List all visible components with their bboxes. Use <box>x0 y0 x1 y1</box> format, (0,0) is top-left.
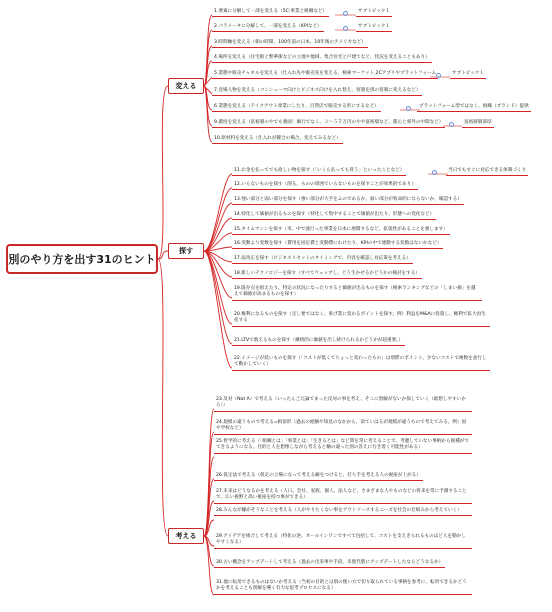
topic-text: 24.規模の違うもので考える=相似形（過去の経験や知見のなかから、似ていはるが規模が違うもので考えてみる。例）国や学校など） <box>216 420 467 432</box>
topic-text: 3.時間軸を変える（朝の時間、100年前の日本、10年後のアメリカなど） <box>214 40 366 45</box>
topic-26[interactable] <box>214 473 423 481</box>
subtopic-6[interactable] <box>417 104 531 112</box>
topic-16[interactable] <box>232 241 443 249</box>
category-change[interactable] <box>168 78 204 94</box>
topic-text: 14.特化して価値が出るものを探す（特化して集中することで価値が出たり、形態への変化など） <box>234 212 435 217</box>
central-topic-label: 別のやり方を出す31のヒント <box>8 253 156 266</box>
topic-24[interactable] <box>214 420 472 435</box>
central-topic[interactable] <box>6 244 158 274</box>
subtopic-11[interactable] <box>446 168 528 176</box>
subtopic-text: プラットフォーム型ではなく、組織（ブランド）提供 <box>419 104 529 109</box>
topic-text: 7.登場人物を変える（コンシューマ向けとビジネス向けを入れ替え、客層を別の客層に変えるなど） <box>214 88 421 93</box>
topic-5[interactable] <box>212 71 438 79</box>
link-icon[interactable] <box>406 106 411 111</box>
topic-30[interactable] <box>214 560 445 568</box>
topic-text: 6.業態を変える（テイクアウト専業にしたり、百貨店で販売する形にするなど） <box>214 104 379 109</box>
topic-9[interactable] <box>212 120 445 128</box>
topic-text: 4.場所を変える（住宅街と繁華街などの立地や地域、集合住宅と戸建てなど、状況を変えることもあり） <box>214 55 430 60</box>
link-icon[interactable] <box>449 122 454 127</box>
category-label: 考える <box>175 532 197 540</box>
topic-29[interactable] <box>214 534 472 549</box>
category-think[interactable] <box>168 528 204 544</box>
topic-text: 16.変動より変数を探す（費用を固定費と変動費にわけたり、KPIの中で連動する変数はないかなど） <box>234 241 442 246</box>
topic-2[interactable] <box>212 24 324 32</box>
subtopic-1[interactable] <box>356 9 392 17</box>
topic-text: 28.みんなが嫌がそうなことを考える（人がやりたくない事をアウトソースするニーズを社会の仕組みから考えていく） <box>216 508 462 513</box>
subtopic-text: サブトピック１ <box>452 71 484 76</box>
topic-27[interactable] <box>214 489 472 504</box>
topic-7[interactable] <box>212 88 422 96</box>
topic-13[interactable] <box>232 197 464 205</box>
topic-25[interactable] <box>214 439 472 454</box>
link-icon[interactable] <box>343 11 348 16</box>
subtopic-9[interactable] <box>462 120 494 128</box>
topic-text: 12.いらないものを探す（削る、ものの周囲でいらないものを探すことが効果的であり） <box>234 182 416 187</box>
topic-text: 29.アイデアを組合して考える（特化の逆。オールインワンですべて包括して、コストを支えきられるものほど人を動かしやすくなる） <box>216 534 466 546</box>
topic-19[interactable] <box>232 286 482 301</box>
topic-22[interactable] <box>232 356 490 371</box>
topic-text: 1.要素に分解して一部を変える（5C:事業と組織など） <box>214 9 328 14</box>
topic-6[interactable] <box>212 104 381 112</box>
topic-11[interactable] <box>232 168 406 176</box>
link-icon[interactable] <box>432 170 437 175</box>
category-label: 探す <box>179 247 193 255</box>
topic-18[interactable] <box>232 271 422 279</box>
topic-text: 31.他に転用できるものはないか考える（当初の目的とは別の使い方で切り取られている事柄を参考に、転用できるかどうかを考えることも別解を導く有力な思考プロセスになる） <box>216 580 467 592</box>
topic-12[interactable] <box>232 182 418 190</box>
topic-1[interactable] <box>212 9 329 17</box>
topic-text: 30.古い概念をアップデートして考える（過去の出来事や手段、未使代版にアップデートしたならどうなるか） <box>216 560 444 565</box>
topic-text: 10.原材料を変える（仕入れが競合の場合、変えてみるなど） <box>214 136 341 141</box>
category-label: 変える <box>175 82 197 90</box>
topic-10[interactable] <box>212 136 343 144</box>
topic-text: 20.権利になるものを探す（定し要ではなく、垂げ業に変わるポイントを探す。例）利益をM&Aに投資し、権利で拡大再生産する <box>234 312 486 324</box>
topic-text: 15.タイムマシンを探す（米、中で流行った事業を日本に展開するなど、拡張性があることを強します） <box>234 227 448 232</box>
topic-text: 23.反対（Not A）で考える（いったんご元論でまった反対の事を考え、そこに別解がないか探していく（敢想しやすいかろ）） <box>216 397 466 409</box>
topic-15[interactable] <box>232 227 450 235</box>
topic-28[interactable] <box>214 508 472 516</box>
topic-text: 21.LTVで救えるものを探す（継続的に価値を出し続けられるかどうかが超重要。） <box>234 338 404 343</box>
topic-text: 25.哲学的に考える（「組織とは」「事業とは」「生きるとは」など問を常に考えることで、考慮していない事柄から視種がでてきるようになる。目的と人を想像しながら考えると軸の違った別の答えに行き着く可能性がある） <box>216 439 469 451</box>
topic-31[interactable] <box>214 580 472 595</box>
topic-21[interactable] <box>232 338 405 346</box>
link-icon[interactable] <box>436 73 441 78</box>
topic-text: 27.未来はどうなるかを考える（人口、会社、家族、個人、法人など、さまざまな人やものなどの将来を常に予測することで、広い視野と高い視座を持つ事ができる） <box>216 489 467 501</box>
topic-4[interactable] <box>212 55 432 63</box>
topic-text: 17.法改正を探す（ビジネスリセットのタイミングで、内容を確認し対応策を考える） <box>234 256 411 261</box>
topic-3[interactable] <box>212 40 368 48</box>
topic-text: 26.仮定法で考える（仮定の立場になって考える癖をつけると、打ち手を考える人の視座が上がる） <box>216 473 421 478</box>
subtopic-2[interactable] <box>356 24 392 32</box>
subtopic-text: 当日でもすぐに対応できる体制づくり <box>448 168 527 173</box>
topic-17[interactable] <box>232 256 413 264</box>
topic-text: 19.既存点を組えたり、特定の状況になったりすると価値が出るものを探す（検索ランキングなどの「しまい損」を越えて価値が高まるものを探す） <box>234 286 476 298</box>
subtopic-text: サブトピック１ <box>358 9 390 14</box>
topic-20[interactable] <box>232 312 490 327</box>
topic-text: 22.イメージが低いものを探す（「コストが低くてちょっと変わったもの」は別際のポイント。少ないコストで複数を並行して動かしていく） <box>234 356 487 368</box>
subtopic-5[interactable] <box>450 71 486 79</box>
topic-text: 11.お金を払ってでも欲しい物を探す（「いくら払っても買う」といったことなど） <box>234 168 405 173</box>
category-search[interactable] <box>168 243 204 259</box>
topic-text: 18.新しいテクノロジーを探す（すべてウェッブし、どう生かせるかどうかの検討をする） <box>234 271 420 276</box>
link-icon[interactable] <box>343 26 348 31</box>
subtopic-text: サブトピック１ <box>358 24 390 29</box>
topic-23[interactable] <box>214 397 472 412</box>
subtopic-text: 富裕層層部厚 <box>464 120 492 125</box>
topic-text: 5.業態や販売チャネルを変える（仕入れ先や販売先を変える、検索マーケット,2Cアプリやプラットフォーム <box>214 71 437 76</box>
topic-text: 2.パラメータに分解して、一部を変える（KPIなど） <box>214 24 322 29</box>
topic-text: 13.強い部分と弱い部分を探す（強い部分が大手をふのであるか、弱い部分が致命的にならないか、確認する） <box>234 197 462 202</box>
topic-14[interactable] <box>232 212 436 220</box>
topic-text: 9.濃度を変える（富裕層のやでも裏面！価行でなく、３〜５千万円のやや富裕層など、都心と郊外の中間など） <box>214 120 444 125</box>
